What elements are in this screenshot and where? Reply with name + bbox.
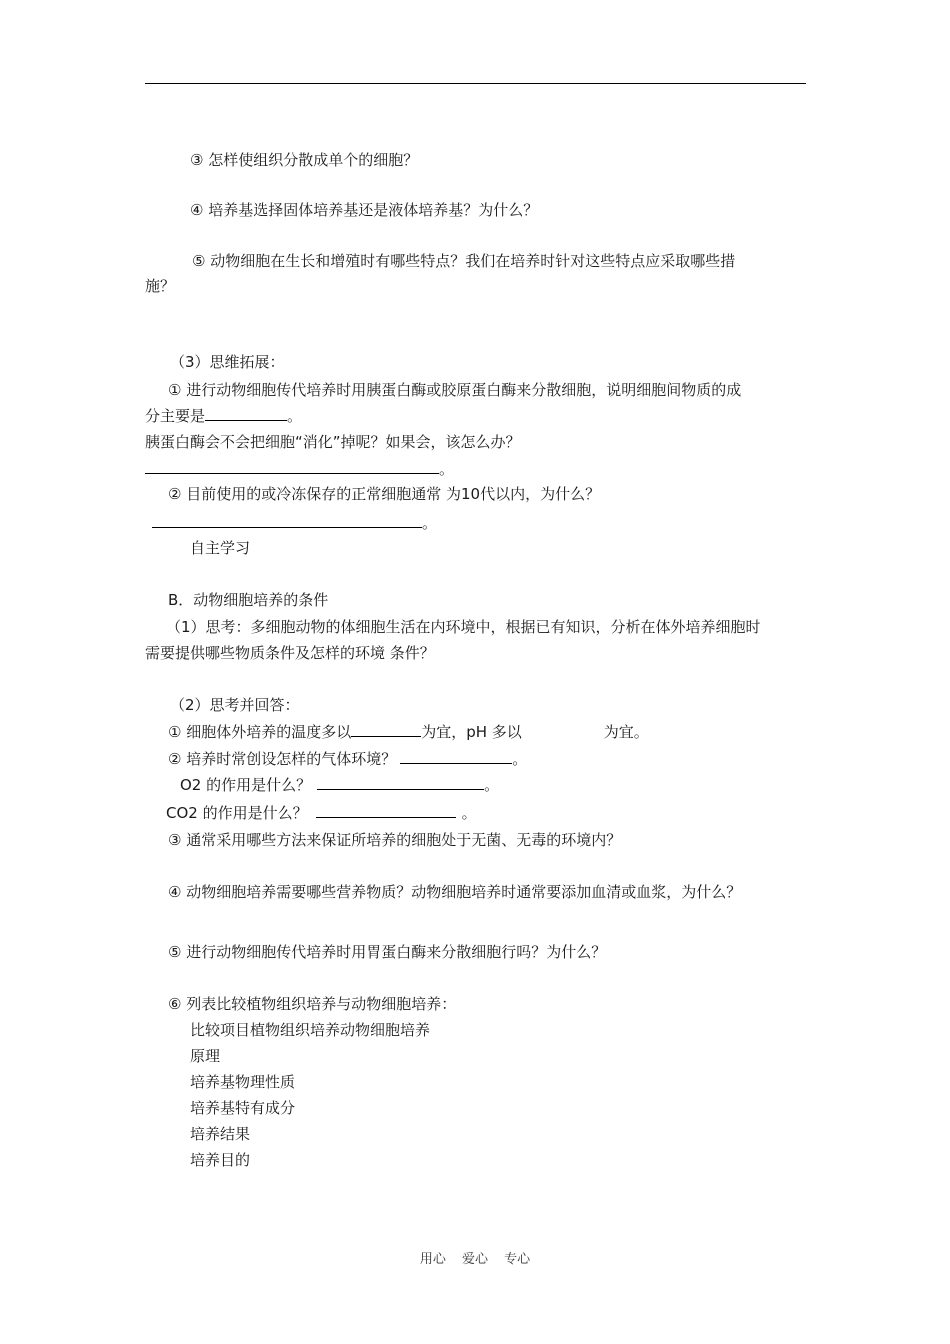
footer-word: 爱心 bbox=[461, 1252, 488, 1267]
ph-prompt: 为宜，pH 多以 bbox=[421, 723, 522, 741]
o2-prompt: O2 的作用是什么？ bbox=[180, 776, 312, 794]
table-row: 培养结果 bbox=[190, 1125, 251, 1143]
question-4: ④ 培养基选择固体培养基还是液体培养基？为什么？ bbox=[190, 201, 539, 219]
b2-item-2 bbox=[168, 748, 527, 769]
answer-blank[interactable] bbox=[152, 512, 422, 528]
question-5-line1: ⑤ 动物细胞在生长和增殖时有哪些特点？我们在培养时针对这些特点应采取哪些措 bbox=[192, 252, 736, 270]
question-3: ③ 怎样使组织分散成单个的细胞？ bbox=[190, 151, 419, 169]
period: 。 bbox=[439, 460, 455, 478]
period: 。 bbox=[287, 407, 303, 425]
o2-question bbox=[180, 774, 499, 795]
suitable-suffix: 为宜。 bbox=[603, 723, 649, 741]
table-header: 比较项目植物组织培养动物细胞培养 bbox=[190, 1021, 431, 1039]
extension-1-line3: 胰蛋白酶会不会把细胞“消化”掉呢？如果会，该怎么办？ bbox=[145, 433, 521, 451]
period: 。 bbox=[461, 804, 477, 822]
b1-line2: 需要提供哪些物质条件及怎样的环境 条件？ bbox=[145, 644, 435, 662]
footer-word: 专心 bbox=[504, 1252, 531, 1267]
co2-question bbox=[166, 802, 477, 823]
answer-blank[interactable] bbox=[205, 405, 287, 421]
b2-item-6: ⑥ 列表比较植物组织培养与动物细胞培养： bbox=[168, 995, 457, 1013]
section-b-heading: B．动物细胞培养的条件 bbox=[168, 591, 329, 609]
period: 。 bbox=[484, 776, 500, 794]
b2-item-4: ④ 动物细胞培养需要哪些营养物质？动物细胞培养时通常要添加血清或血浆，为什么？ bbox=[168, 883, 742, 901]
page-footer bbox=[0, 1248, 950, 1267]
table-row: 培养基物理性质 bbox=[190, 1073, 296, 1091]
b2-item-3: ③ 通常采用哪些方法来保证所培养的细胞处于无菌、无毒的环境内？ bbox=[168, 831, 622, 849]
period: 。 bbox=[422, 514, 438, 532]
self-study-heading: 自主学习 bbox=[190, 539, 251, 557]
o2-blank[interactable] bbox=[317, 774, 484, 790]
b2-item-1 bbox=[168, 721, 649, 742]
extension-1-line2 bbox=[145, 405, 302, 426]
temperature-prompt: ① 细胞体外培养的温度多以 bbox=[168, 723, 352, 741]
footer-word: 用心 bbox=[419, 1252, 446, 1267]
gas-prompt: ② 培养时常创设怎样的气体环境？ bbox=[168, 750, 397, 768]
b2-item-5: ⑤ 进行动物细胞传代培养时用胃蛋白酶来分散细胞行吗？为什么？ bbox=[168, 943, 607, 961]
table-row: 培养目的 bbox=[190, 1151, 251, 1169]
extension-2-answer-line bbox=[152, 512, 437, 533]
extension-title: （3）思维拓展： bbox=[170, 353, 285, 371]
question-5-line2: 施？ bbox=[145, 277, 176, 295]
gas-blank[interactable] bbox=[400, 748, 512, 764]
b1-line1: （1）思考：多细胞动物的体细胞生活在内环境中，根据已有知识，分析在体外培养细胞时 bbox=[166, 618, 761, 636]
period: 。 bbox=[512, 750, 528, 768]
extension-1-answer-line bbox=[145, 458, 454, 479]
co2-blank[interactable] bbox=[316, 802, 456, 818]
table-row: 原理 bbox=[190, 1047, 221, 1065]
extension-1-prefix: 分主要是 bbox=[145, 407, 206, 425]
table-row: 培养基特有成分 bbox=[190, 1099, 296, 1117]
extension-2: ② 目前使用的或冷冻保存的正常细胞通常 为10代以内，为什么？ bbox=[168, 485, 601, 503]
extension-1-line1: ① 进行动物细胞传代培养时用胰蛋白酶或胶原蛋白酶来分散细胞，说明细胞间物质的成 bbox=[168, 381, 742, 399]
b2-title: （2）思考并回答： bbox=[170, 696, 300, 714]
header-rule bbox=[145, 83, 806, 84]
temperature-blank[interactable] bbox=[351, 721, 421, 737]
answer-blank[interactable] bbox=[145, 458, 439, 474]
co2-prompt: CO2 的作用是什么？ bbox=[166, 804, 308, 822]
